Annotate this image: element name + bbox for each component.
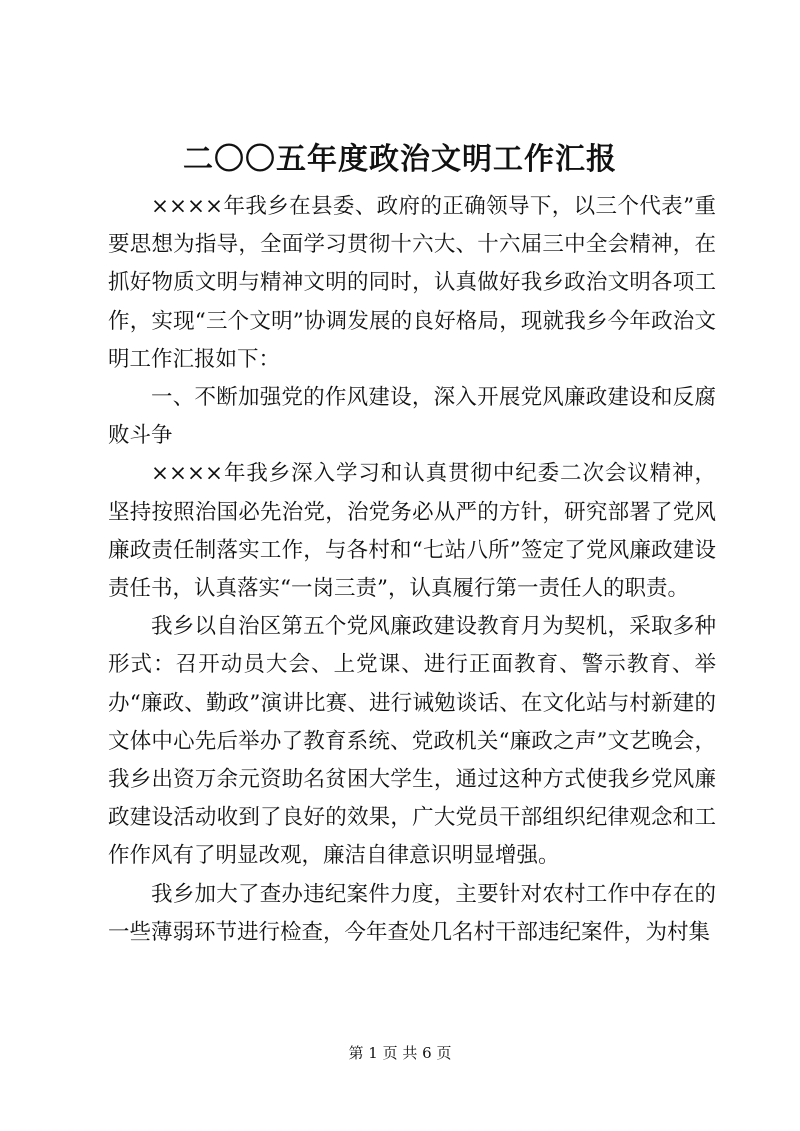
paragraph-section1-c: 我乡加大了查办违纪案件力度，主要针对农村工作中存在的一些薄弱环节进行检查，今年查处几名村干部违纪案件，为村集 — [108, 881, 716, 945]
section-heading-1: 一、不断加强党的作风建设，深入开展党风廉政建设和反腐败斗争 — [108, 385, 716, 449]
paragraph-section1-b: 我乡以自治区第五个党风廉政建设教育月为契机，采取多种形式：召开动员大会、上党课、进行正面教育、警示教育、举办“廉政、勤政”演讲比赛、进行诫勉谈话、在文化站与村新建的文体中心先后举办了教育系统、党政机关“廉政之声”文艺晚会，我乡出资万余元资助名贫困大学生，通过这种方式使我乡党风廉政建设活动收到了良好的效果，广大党员干部组织纪律观念和工作作风有了明显改观，廉洁自律意识明显增强。 — [108, 614, 716, 869]
paragraph-intro: ××××年我乡在县委、政府的正确领导下，以三个代表”重要思想为指导，全面学习贯彻十六大、十六届三中全会精神，在抓好物质文明与精神文明的同时，认真做好我乡政治文明各项工作，实现“三个文明”协调发展的良好格局，现就我乡今年政治文明工作汇报如下： — [108, 194, 716, 372]
paragraph-section1-a: ××××年我乡深入学习和认真贯彻中纪委二次会议精神，坚持按照治国必先治党，治党务必从严的方针，研究部署了党风廉政责任制落实工作，与各村和“七站八所”签定了党风廉政建设责任书，认真落实“一岗三责”，认真履行第一责任人的职责。 — [108, 461, 716, 602]
document-body — [108, 188, 716, 952]
page-footer: 第 1 页 共 6 页 — [348, 1044, 452, 1062]
document-title: 二〇〇五年度政治文明工作汇报 — [183, 142, 617, 177]
